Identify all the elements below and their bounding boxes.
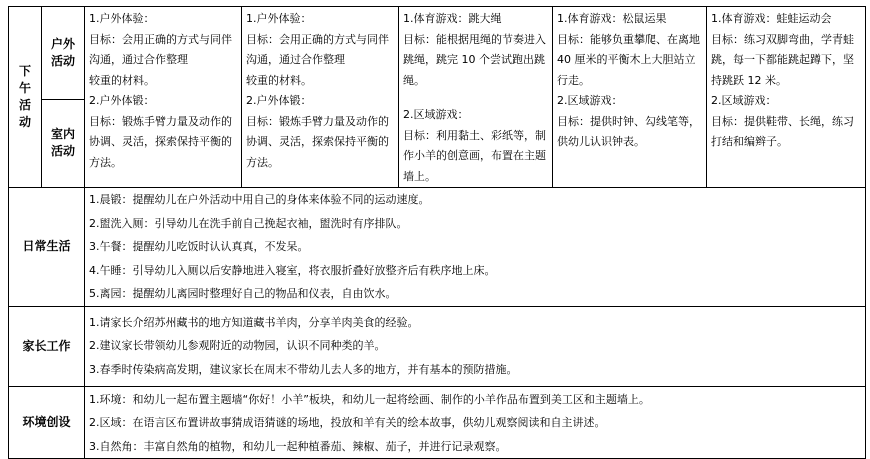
environment-item: 2.区域：在语言区布置讲故事猜成语猜谜的场地，投放和羊有关的绘本故事，供幼儿观察阅读和自主讲述。 xyxy=(89,416,606,429)
daily-life-header: 日常生活 xyxy=(9,188,85,307)
daily-item: 2.盥洗入厕：引导幼儿在洗手前自己挽起衣袖，盥洗时有序排队。 xyxy=(89,216,408,230)
afternoon-col-1: 1.户外体验： 目标：会用正确的方式与同伴沟通，通过合作整理 较重的材料。 2.户外体锻： 目标：锻炼手臂力量及动作的协调、灵活，探索保持平衡的方法。 xyxy=(85,7,242,188)
afternoon-col-3: 1.体育游戏：跳大绳 目标：能根据甩绳的节奏进入跳绳，跳完 10 个尝试跑出跳绳。 2.区域游戏： 目标：利用黏土、彩纸等，制作小羊的创意画，布置在主题墙上。 xyxy=(399,7,553,188)
parent-item: 2.建议家长带领幼儿参观附近的动物园，认识不同种类的羊。 xyxy=(89,339,386,352)
environment-header: 环境创设 xyxy=(9,386,85,459)
parent-item: 1.请家长介绍苏州藏书的地方知道藏书羊肉，分享羊肉美食的经验。 xyxy=(89,315,419,329)
daily-life-content xyxy=(85,188,866,307)
environment-item: 1.环境：和幼儿一起布置主题墙“你好！小羊”板块，和幼儿一起将绘画、制作的小羊作品布置到美工区和主题墙上。 xyxy=(89,392,650,406)
daily-item: 5.离园：提醒幼儿离园时整理好自己的物品和仪表，自由饮水。 xyxy=(89,287,397,300)
daily-item: 1.晨锻：提醒幼儿在户外活动中用自己的身体来体验不同的运动速度。 xyxy=(89,193,430,206)
parent-work-content xyxy=(85,306,866,386)
daily-item: 4.午睡：引导幼儿入厕以后安静地进入寝室，将衣服折叠好放整齐后有秩序地上床。 xyxy=(89,263,496,277)
environment-content xyxy=(85,386,866,459)
afternoon-col-2: 1.户外体验： 目标：会用正确的方式与同伴沟通，通过合作整理 较重的材料。 2.户外体锻： 目标：锻炼手臂力量及动作的协调、灵活，探索保持平衡的方法。 xyxy=(242,7,399,188)
indoor-activity-label: 室内活动 xyxy=(42,99,85,187)
outdoor-activity-label: 户外活动 xyxy=(42,7,85,100)
afternoon-col-4: 1.体育游戏：松鼠运果 目标：能够负重攀爬、在离地 40 厘米的平衡木上大胆站立行走。 2.区域游戏： 目标：提供时钟、勾线笔等，供幼儿认识钟表。 xyxy=(553,7,707,188)
environment-item: 3.自然角：丰富自然角的植物，和幼儿一起种植番茄、辣椒、茄子，并进行记录观察。 xyxy=(89,439,507,453)
afternoon-header: 下午活动 xyxy=(9,7,42,188)
daily-item: 3.午餐：提醒幼儿吃饭时认认真真，不发呆。 xyxy=(89,240,309,253)
afternoon-col-5: 1.体育游戏：蛙蛙运动会 目标：练习双脚弯曲，学青蛙跳，每一下都能跳起蹲下，坚持跳跃 12 米。 2.区域游戏： 目标：提供鞋带、长绳，练习打结和编辫子。 xyxy=(707,7,866,188)
parent-item: 3.春季时传染病高发期，建议家长在周末不带幼儿去人多的地方，并有基本的预防措施。 xyxy=(89,362,518,376)
weekly-plan-table xyxy=(8,6,866,459)
parent-work-header: 家长工作 xyxy=(9,306,85,386)
